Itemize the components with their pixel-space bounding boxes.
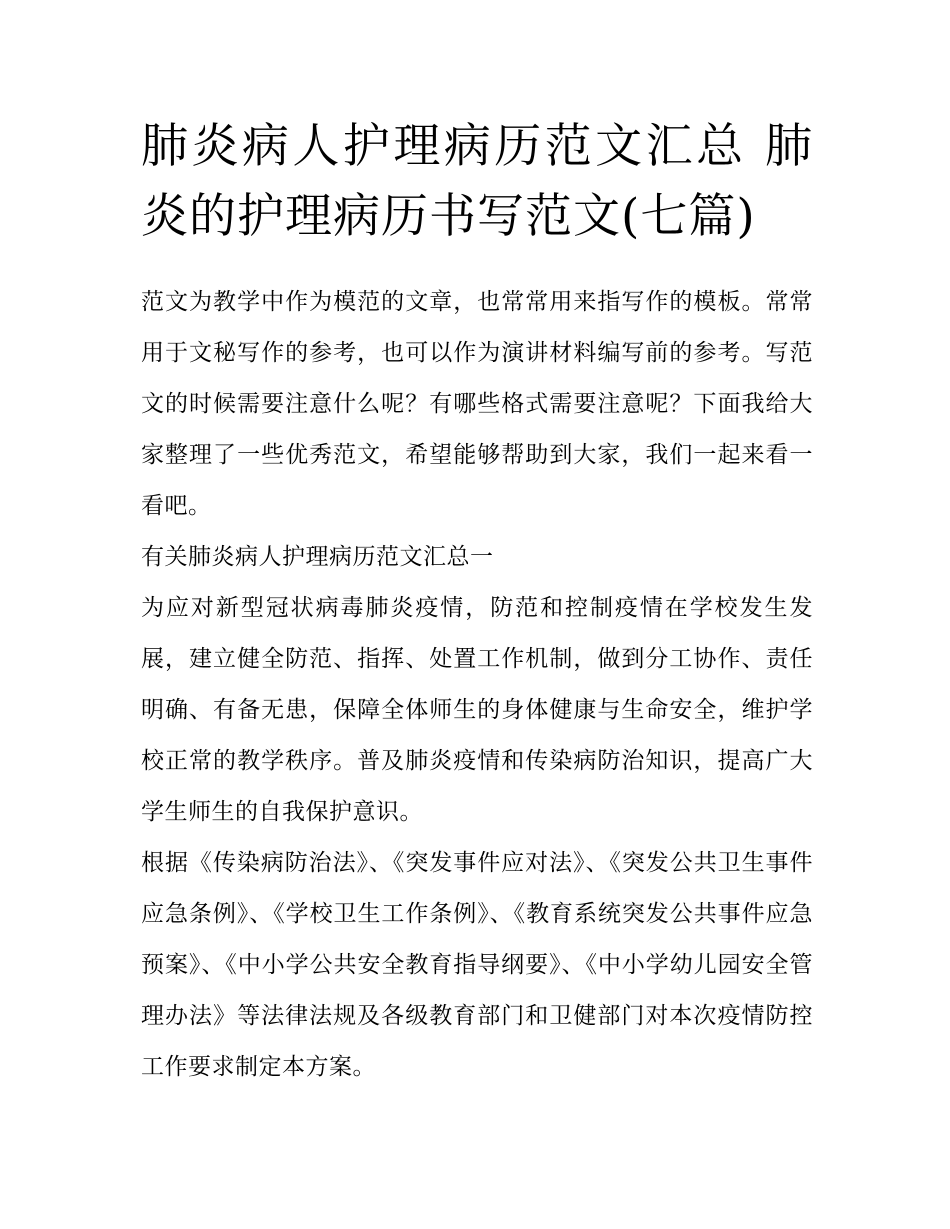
document-title: 肺炎病人护理病历范文汇总 肺炎的护理病历书写范文(七篇) (141, 119, 813, 244)
body-paragraph: 根据《传染病防治法》、《突发事件应对法》、《突发公共卫生事件应急条例》、《学校卫生工作条例》、《教育系统突发公共事件应急预案》、《中小学公共安全教育指导纲要》、《中小学幼儿园安全管理办法》等法律法规及各级教育部门和卫健部门对本次疫情防控工作要求制定本方案。 (141, 850, 813, 1080)
intro-paragraph: 范文为教学中作为模范的文章，也常常用来指写作的模板。常常用于文秘写作的参考，也可以作为演讲材料编写前的参考。写范文的时候需要注意什么呢？有哪些格式需要注意呢？下面我给大家整理了一些优秀范文，希望能够帮助到大家，我们一起来看一看吧。 (141, 289, 813, 519)
document-body (141, 112, 813, 1093)
body-paragraph: 为应对新型冠状病毒肺炎疫情，防范和控制疫情在学校发生发展，建立健全防范、指挥、处置工作机制，做到分工协作、责任明确、有备无患，保障全体师生的身体健康与生命安全，维护学校正常的教学秩序。普及肺炎疫情和传染病防治知识，提高广大学生师生的自我保护意识。 (141, 595, 813, 825)
section-heading: 有关肺炎病人护理病历范文汇总一 (141, 544, 494, 570)
